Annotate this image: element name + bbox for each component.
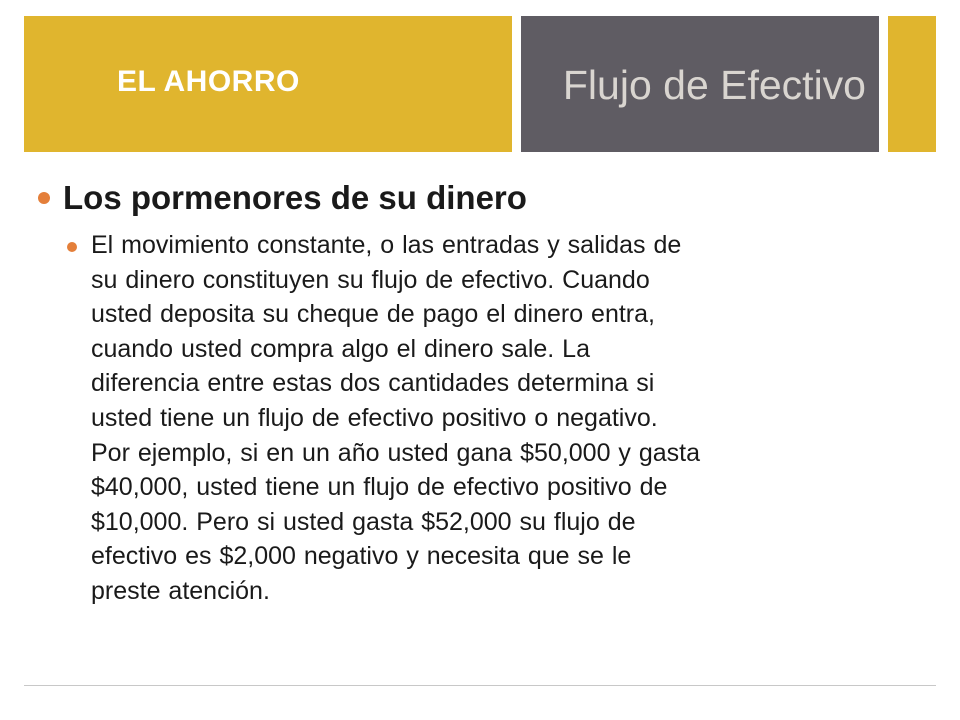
body-line: usted deposita su cheque de pago el dinero entra, [91,300,655,329]
section-label: EL AHORRO [117,65,300,98]
page-title: Flujo de Efectivo [562,62,866,108]
body-line: su dinero constituyen su flujo de efectivo. Cuando [91,265,650,294]
body-line: efectivo es $2,000 negativo y necesita que se le [91,542,632,571]
body-line: cuando usted compra algo el dinero sale. La [91,334,590,363]
body-line: preste atención. [91,576,270,605]
bullet-heading: Los pormenores de su dinero [63,179,527,216]
body-line: usted tiene un flujo de efectivo positivo o negativo. [91,403,658,432]
bullet-body-text [91,228,911,609]
body-line: Por ejemplo, si en un año usted gana $50,000 y gasta [91,438,701,467]
bullet-icon [38,192,50,204]
body-line: El movimiento constante, o las entradas y salidas de [91,231,682,259]
body-line: $10,000. Pero si usted gasta $52,000 su flujo de [91,507,636,536]
sub-bullet-icon [67,242,77,252]
body-line: $40,000, usted tiene un flujo de efectivo positivo de [91,473,668,502]
body-line: diferencia entre estas dos cantidades determina si [91,369,655,398]
footer-divider [24,685,936,686]
